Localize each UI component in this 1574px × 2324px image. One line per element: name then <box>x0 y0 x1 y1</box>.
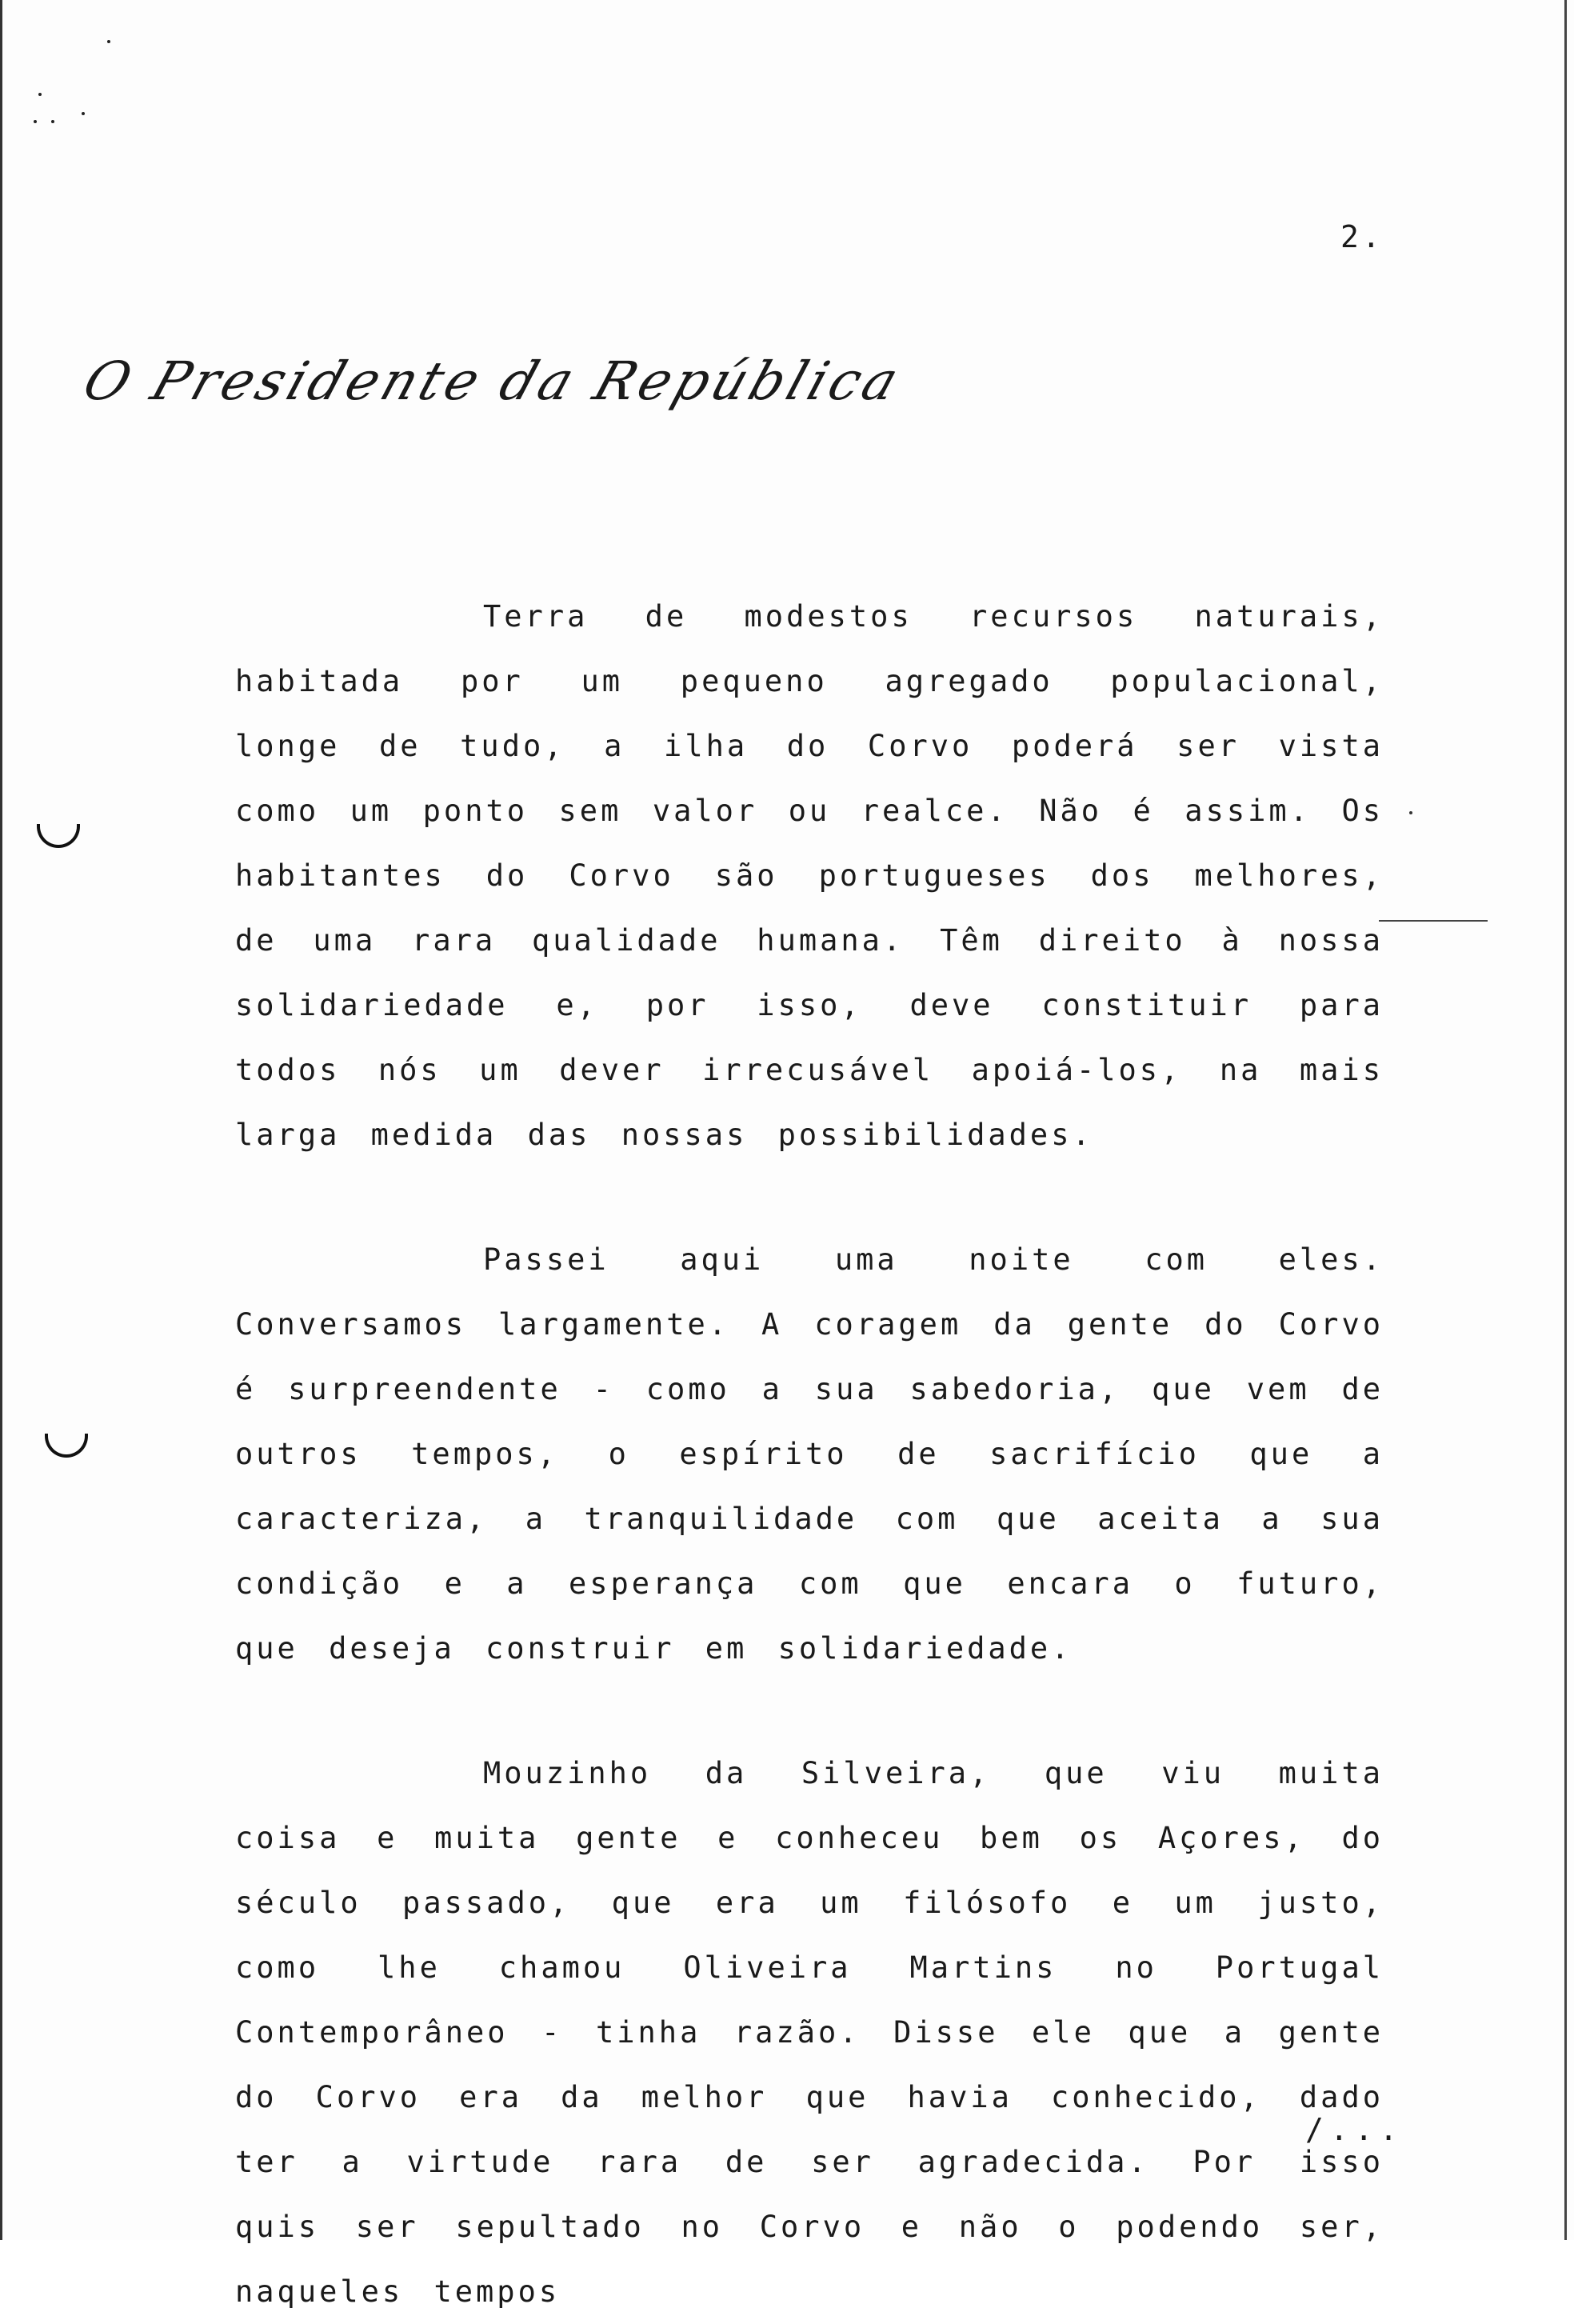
scan-speck <box>34 120 37 123</box>
scan-speck <box>51 120 54 123</box>
punch-hole-mark <box>45 1434 88 1458</box>
punch-hole-mark <box>37 824 80 848</box>
page-number: 2. <box>1340 219 1384 254</box>
scan-speck <box>107 40 110 43</box>
continuation-mark: /... <box>1305 2112 1404 2147</box>
paragraph-1: Terra de modestos recursos naturais, habitada por um pequeno agregado populacional, longe de tudo, a ilha do Corvo poderá ser vista como um ponto sem valor ou realce. Não é assim. Os habitantes do Corvo são portugueses dos melhores, de uma rara qualidade humana. Têm direito à nossa solidariedade e, por isso, deve constituir para todos nós um dever irrecusável apoiá-los, na mais larga medida das nossas possibilidades. <box>235 599 1384 1152</box>
margin-rule <box>1379 920 1488 922</box>
letter-body <box>235 584 1384 2324</box>
letterhead-script: O Presidente da República <box>75 350 910 412</box>
margin-dot <box>1409 811 1412 814</box>
paragraph-2: Passei aqui uma noite com eles. Conversamos largamente. A coragem da gente do Corvo é surpreendente - como a sua sabedoria, que vem de outros tempos, o espírito de sacrifício que a caracteriza, a tranquilidade com que aceita a sua condição e a esperança com que encara o futuro, que deseja construir em solidariedade. <box>235 1242 1384 1666</box>
scan-speck <box>82 112 85 115</box>
scan-speck <box>38 93 42 96</box>
page-right-edge <box>1564 0 1567 2240</box>
paragraph-3: Mouzinho da Silveira, que viu muita coisa e muita gente e conheceu bem os Açores, do século passado, que era um filósofo e um justo, como lhe chamou Oliveira Martins no Portugal Contemporâneo - tinha razão. Disse ele que a gente do Corvo era da melhor que havia conhecido, dado ter a virtude rara de ser agradecida. Por isso quis ser sepultado no Corvo e não o podendo ser, naqueles tempos <box>235 1756 1384 2309</box>
page-left-edge <box>0 0 2 2240</box>
